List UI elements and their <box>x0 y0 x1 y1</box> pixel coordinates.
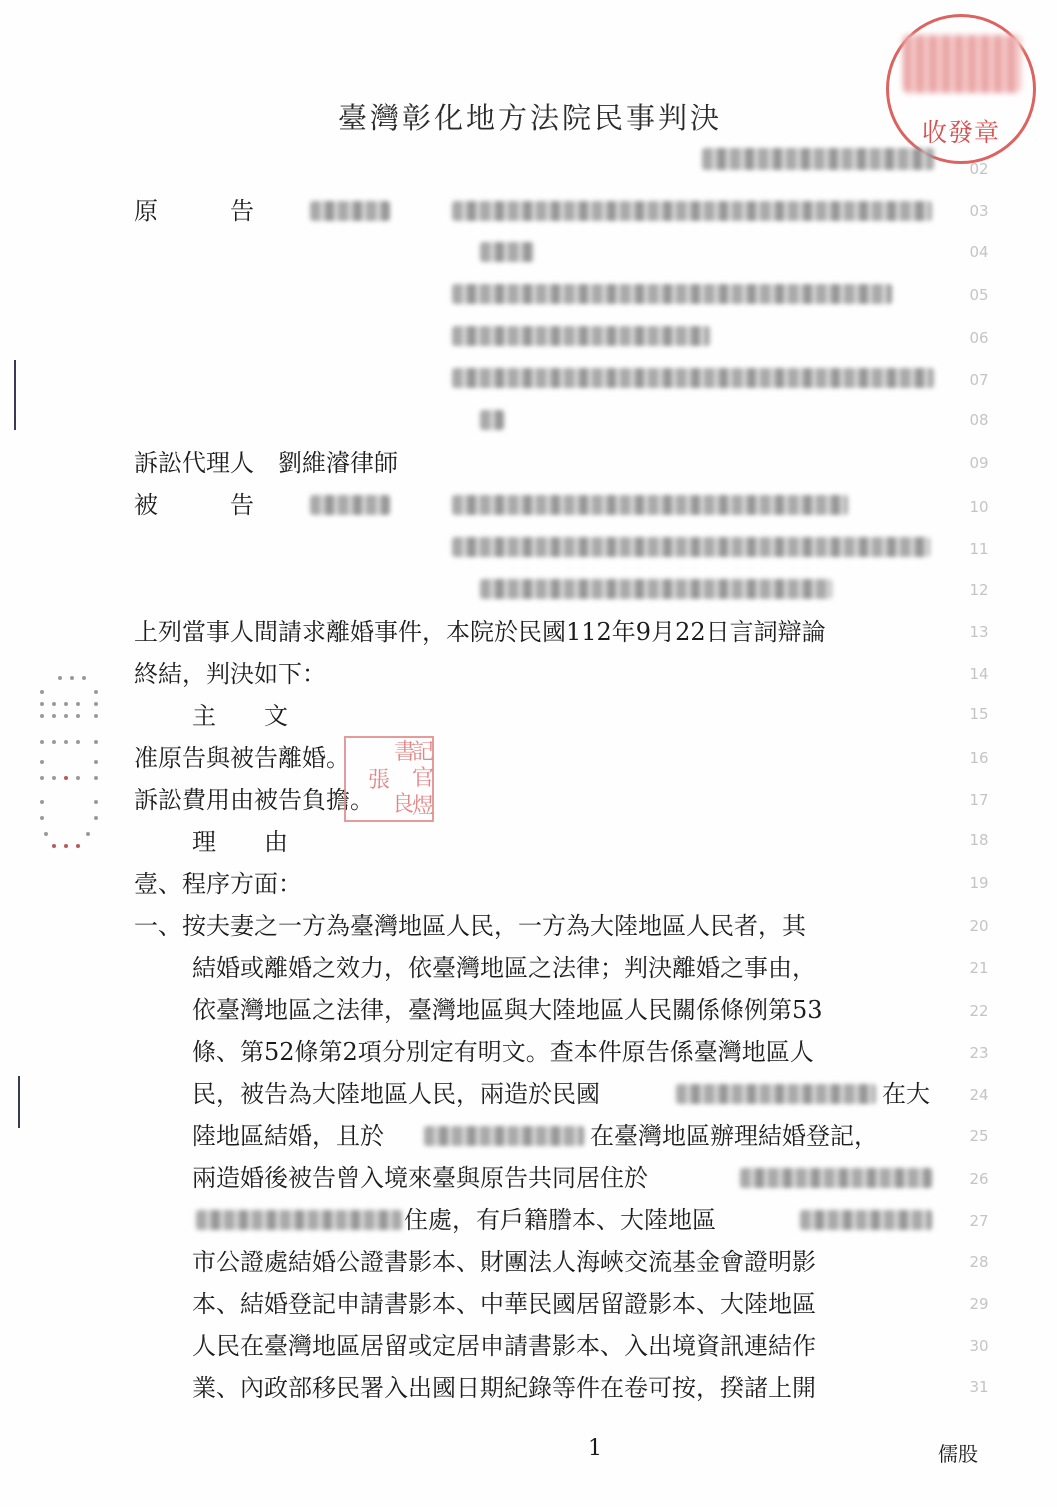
body-line: 終結，判決如下： <box>134 660 326 688</box>
binding-dot <box>76 740 80 744</box>
section-heading-main: 主 文 <box>192 702 288 730</box>
page-number: 1 <box>588 1436 602 1461</box>
receipt-stamp-label: 收發章 <box>921 118 1000 147</box>
line-number: 17 <box>969 791 989 809</box>
redacted-plaintiff-address-2 <box>452 284 892 304</box>
binding-dot <box>76 714 80 718</box>
line-number: 29 <box>969 1295 989 1313</box>
ruling-line: 訴訟費用由被告負擔。 <box>134 786 374 814</box>
body-line-prefix: 兩造婚後被告曾入境來臺與原告共同居住於 <box>192 1164 648 1192</box>
body-line: 業、內政部移民署入出國日期紀錄等件在卷可按，揆諸上開 <box>192 1374 816 1402</box>
binding-dot <box>52 714 56 718</box>
seal-char: 張 <box>368 768 391 793</box>
subsection-heading: 壹、程序方面： <box>134 870 302 898</box>
binding-dot <box>86 832 90 836</box>
seal-char: 書 <box>394 740 417 765</box>
binding-dot <box>94 760 98 764</box>
binding-dot <box>64 714 68 718</box>
binding-dot <box>64 844 68 848</box>
line-number: 12 <box>969 581 989 599</box>
body-line-middle: 住處，有戶籍謄本、大陸地區 <box>404 1206 716 1234</box>
body-line-suffix: 在臺灣地區辦理結婚登記， <box>590 1122 878 1150</box>
receipt-stamp <box>886 14 1036 164</box>
redacted-defendant-address-3 <box>480 579 832 599</box>
attorney-line: 訴訟代理人 劉維濬律師 <box>134 449 398 477</box>
binding-dot <box>64 702 68 706</box>
line-number: 31 <box>969 1378 989 1396</box>
line-number: 09 <box>969 454 989 472</box>
redacted-plaintiff-address-cont <box>480 242 534 262</box>
binding-dot <box>64 776 68 780</box>
binding-dot <box>70 676 74 680</box>
binding-dot <box>52 740 56 744</box>
scan-margin-mark <box>14 360 16 430</box>
line-number: 30 <box>969 1337 989 1355</box>
line-number: 25 <box>969 1127 989 1145</box>
section-heading-reasons: 理 由 <box>192 828 288 856</box>
binding-dot <box>64 740 68 744</box>
line-number: 07 <box>969 371 989 389</box>
redacted-defendant-name <box>310 495 390 515</box>
redacted-case-number <box>702 148 934 170</box>
binding-dot <box>94 816 98 820</box>
body-line: 本、結婚登記申請書影本、中華民國居留證影本、大陸地區 <box>192 1290 816 1318</box>
binding-dot <box>94 776 98 780</box>
line-number: 05 <box>969 286 989 304</box>
line-number: 28 <box>969 1253 989 1271</box>
line-number: 19 <box>969 874 989 892</box>
redacted-stamp-date <box>903 35 1021 93</box>
body-line-suffix: 在大 <box>882 1080 930 1108</box>
redacted-defendant-address-2 <box>452 537 930 557</box>
binding-dot <box>76 844 80 848</box>
redacted-residence-address <box>740 1168 932 1188</box>
binding-dot <box>40 776 44 780</box>
binding-dot <box>94 702 98 706</box>
scan-margin-mark <box>18 1076 20 1128</box>
line-number: 21 <box>969 959 989 977</box>
redacted-plaintiff-name <box>310 201 390 221</box>
body-line: 人民在臺灣地區居留或定居申請書影本、入出境資訊連結作 <box>192 1332 816 1360</box>
binding-dot <box>52 776 56 780</box>
line-number: 10 <box>969 498 989 516</box>
body-line: 一、按夫妻之一方為臺灣地區人民，一方為大陸地區人民者，其 <box>134 912 806 940</box>
line-number: 03 <box>969 202 989 220</box>
binding-dot <box>82 676 86 680</box>
binding-dot <box>94 800 98 804</box>
line-number: 24 <box>969 1086 989 1104</box>
redacted-registration-date <box>424 1126 584 1146</box>
redacted-plaintiff-address <box>452 201 932 221</box>
redacted-legal-representative <box>452 326 710 346</box>
binding-dot <box>40 702 44 706</box>
line-number: 27 <box>969 1212 989 1230</box>
binding-dot <box>44 832 48 836</box>
body-line-prefix: 民，被告為大陸地區人民，兩造於民國 <box>192 1080 600 1108</box>
defendant-label: 被 告 <box>134 491 254 519</box>
binding-dot <box>52 844 56 848</box>
body-line-prefix: 陸地區結婚，且於 <box>192 1122 384 1150</box>
seal-char: 煜 <box>412 794 435 819</box>
binding-dot <box>40 816 44 820</box>
binding-dot <box>52 702 56 706</box>
line-number: 23 <box>969 1044 989 1062</box>
seal-char: 官 <box>412 766 435 791</box>
line-number: 08 <box>969 411 989 429</box>
body-line: 條、第52條第2項分別定有明文。查本件原告係臺灣地區人 <box>192 1038 814 1066</box>
binding-dot <box>40 740 44 744</box>
seal-char: 記 <box>412 740 435 765</box>
binding-dot <box>40 760 44 764</box>
redacted-residence-address-cont <box>196 1210 402 1230</box>
binding-dot <box>94 690 98 694</box>
body-line: 市公證處結婚公證書影本、財團法人海峽交流基金會證明影 <box>192 1248 816 1276</box>
redacted-mainland-city <box>800 1210 932 1230</box>
line-number: 26 <box>969 1170 989 1188</box>
body-line: 依臺灣地區之法律，臺灣地區與大陸地區人民關係條例第53 <box>192 996 823 1024</box>
redacted-representative-address-cont <box>480 410 504 430</box>
redacted-marriage-date <box>676 1084 876 1104</box>
document-title: 臺灣彰化地方法院民事判決 <box>338 101 723 135</box>
line-number: 20 <box>969 917 989 935</box>
line-number: 11 <box>969 540 989 558</box>
binding-dot <box>94 740 98 744</box>
line-number: 04 <box>969 243 989 261</box>
binding-dot <box>76 776 80 780</box>
redacted-representative-address <box>452 368 934 388</box>
court-division-label: 儒股 <box>938 1442 978 1466</box>
binding-dot <box>40 800 44 804</box>
binding-dot <box>58 676 62 680</box>
clerk-seal <box>344 736 434 822</box>
line-number: 15 <box>969 705 989 723</box>
line-number: 14 <box>969 665 989 683</box>
binding-dot <box>94 714 98 718</box>
line-number: 16 <box>969 749 989 767</box>
line-number: 13 <box>969 623 989 641</box>
body-line: 結婚或離婚之效力，依臺灣地區之法律；判決離婚之事由， <box>192 954 816 982</box>
seal-char: 良 <box>392 792 415 817</box>
binding-dot <box>76 702 80 706</box>
line-number: 18 <box>969 831 989 849</box>
body-line: 上列當事人間請求離婚事件，本院於民國112年9月22日言詞辯論 <box>134 618 826 646</box>
binding-dot <box>40 714 44 718</box>
line-number: 02 <box>969 160 989 178</box>
binding-dot <box>40 690 44 694</box>
ruling-line: 准原告與被告離婚。 <box>134 744 350 772</box>
line-number: 22 <box>969 1002 989 1020</box>
redacted-defendant-address <box>452 495 848 515</box>
plaintiff-label: 原 告 <box>134 197 254 225</box>
line-number: 06 <box>969 329 989 347</box>
